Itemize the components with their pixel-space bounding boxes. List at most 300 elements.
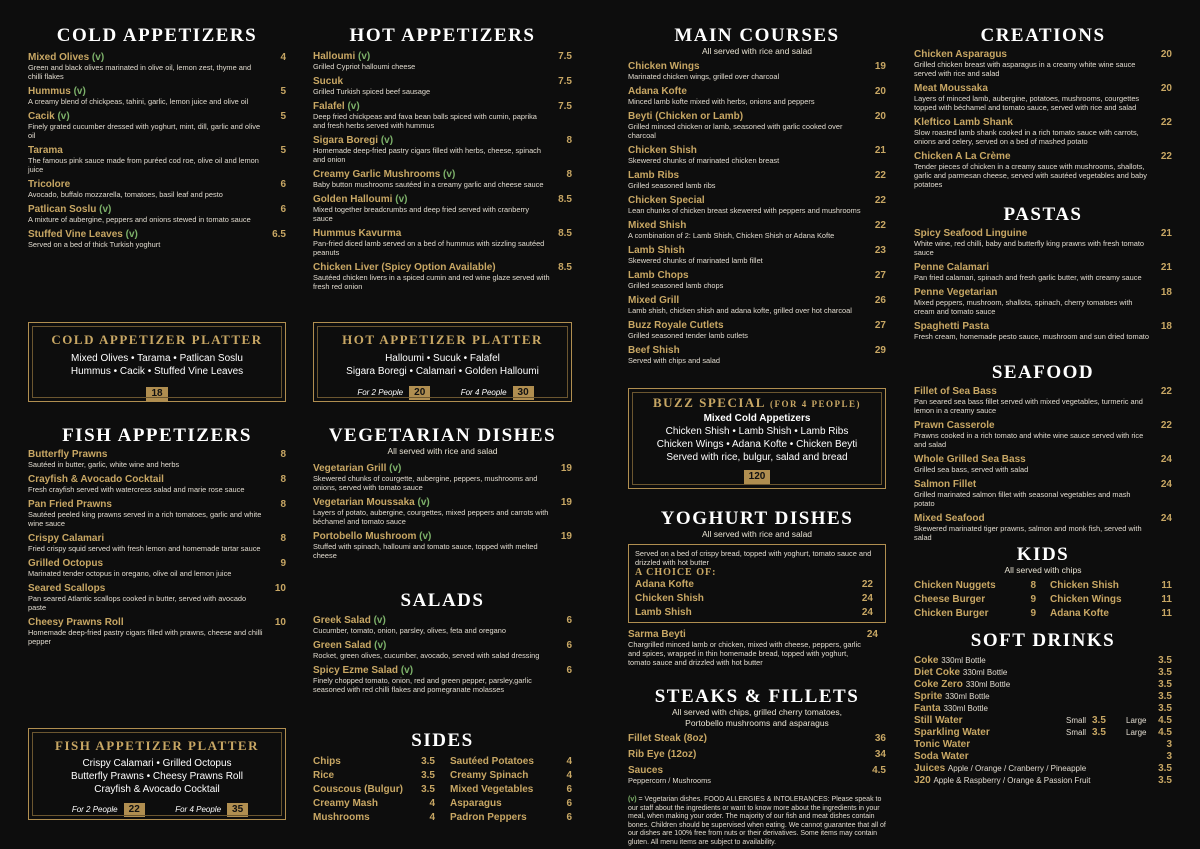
section-title: STEAKS & FILLETS [654, 686, 860, 707]
soft-drinks-section [914, 631, 1172, 787]
item-price: 6 [566, 615, 572, 626]
item-name [313, 463, 572, 474]
item-name [914, 262, 1172, 273]
section-subtitle: All served with rice and salad [701, 46, 813, 56]
section-title: SALADS [400, 590, 485, 611]
item-desc: Finely chopped tomato, onion, red and green pepper, parsley,garlic seasoned with red chilli flakes and pomegranate molasses [313, 676, 532, 694]
item-name [28, 499, 286, 510]
item-name-text: Cacik [28, 111, 55, 122]
item-name [28, 204, 286, 215]
item-desc: Skewered chunks of marinated lamb fillet [628, 256, 763, 265]
item-list [628, 733, 886, 785]
platter-title: COLD APPETIZER PLATTER [51, 332, 263, 347]
item-name-text: Tricolore [28, 179, 71, 190]
row-name: Asparagus [450, 798, 502, 809]
item-name [313, 169, 572, 180]
row-price: 4 [566, 756, 572, 767]
item-price: 20 [874, 111, 886, 122]
item-price: 24 [1160, 513, 1172, 524]
menu-item [914, 454, 1172, 474]
item-desc: Green and black olives marinated in olive oil, lemon zest, thyme and chilli flakes [28, 63, 252, 81]
item-name [914, 117, 1172, 128]
section-title: SEAFOOD [991, 362, 1095, 383]
item-name-text: Kleftico Lamb Shank [914, 117, 1013, 128]
item-name-text: Vegetarian Moussaka [313, 497, 415, 508]
item-price: 7.5 [558, 101, 572, 112]
item-price: 8.5 [558, 262, 572, 273]
vegetarian-marker: (v) [419, 531, 432, 542]
item-desc: Pan fried calamari, spinach and fresh garlic butter, with creamy sauce [914, 273, 1142, 282]
drink-row [914, 727, 1172, 739]
item-price: 8 [280, 474, 286, 485]
item-name-text: Adana Kofte [628, 86, 687, 97]
item-desc: Homemade deep-fried pastry cigars filled with herbs, cheese, spinach and onion [313, 146, 541, 164]
item-name-text: Chicken Shish [628, 145, 697, 156]
price: 4.5 [1158, 715, 1172, 726]
drink-row [914, 667, 1172, 679]
row-item [313, 783, 435, 797]
row-price: 11 [1161, 608, 1172, 619]
item-desc: Grilled marinated salmon fillet with seasonal vegetables and mash potato [914, 490, 1131, 508]
item-name [628, 170, 886, 181]
item-desc: Fresh cream, homemade pesto sauce, mushroom and sun dried tomato [914, 332, 1149, 341]
item-desc: Baby button mushrooms sautéed in a creamy garlic and cheese sauce [313, 180, 544, 189]
item-name-text: Creamy Garlic Mushrooms [313, 169, 441, 180]
item-list [313, 615, 572, 694]
kids-left [914, 579, 1036, 621]
item-desc: Grilled seasoned tender lamb cutlets [628, 331, 748, 340]
drink-row [914, 751, 1172, 763]
item-price: 18 [1160, 287, 1172, 298]
item-desc: Cucumber, tomato, onion, parsley, olives, feta and oregano [313, 626, 506, 635]
item-name-text: Greek Salad [313, 615, 371, 626]
menu-item [628, 86, 886, 106]
vegetarian-marker: (v) [373, 615, 386, 626]
vegetarian-section [313, 426, 572, 565]
menu-item [914, 287, 1172, 316]
drink-name: Tonic Water [914, 739, 971, 750]
platter-line: Butterfly Prawns • Cheesy Prawns Roll [71, 771, 243, 782]
item-desc: A mixture of aubergine, peppers and onions stewed in tomato sauce [28, 215, 251, 224]
item-price: 20 [1160, 83, 1172, 94]
drink-name: Coke Zero [914, 679, 963, 690]
row-price: 24 [861, 607, 873, 618]
item-price: 5 [280, 111, 286, 122]
menu-item [313, 262, 572, 291]
menu-item [628, 345, 886, 365]
seafood-section [914, 363, 1172, 547]
price-badge: 30 [513, 386, 534, 400]
item-price: 8 [566, 169, 572, 180]
menu-item [914, 228, 1172, 257]
platter-title: FISH APPETIZER PLATTER [55, 738, 259, 753]
item-name-text: Lamb Shish [628, 245, 685, 256]
veg-marker: (v) [628, 796, 637, 803]
menu-item [628, 220, 886, 240]
item-name [313, 665, 572, 676]
row-item [635, 592, 873, 606]
serving-label: For 2 People [71, 805, 118, 814]
section-subtitle: Portobello mushrooms and asparagus [685, 718, 829, 728]
buzz-for: (FOR 4 PEOPLE) [770, 399, 862, 409]
menu-item [28, 558, 286, 578]
buzz-special-box [628, 388, 886, 489]
section-title: SOFT DRINKS [970, 630, 1116, 651]
item-name [914, 83, 1172, 94]
item-name [28, 86, 286, 97]
item-name-text: Stuffed Vine Leaves [28, 229, 123, 240]
size-label: Small [1066, 728, 1087, 737]
row-price: 6 [566, 784, 572, 795]
item-name-text: Chicken Special [628, 195, 705, 206]
menu-item [313, 497, 572, 526]
yoghurt-intro: Served on a bed of crispy bread, topped with yoghurt, tomato sauce and drizzled with hot butter [635, 549, 872, 567]
item-price: 22 [1160, 420, 1172, 431]
row-price: 4 [429, 812, 435, 823]
item-price: 36 [874, 733, 886, 744]
section-title: MAIN COURSES [674, 25, 840, 46]
item-name [313, 76, 572, 87]
vegetarian-marker: (v) [417, 497, 430, 508]
item-price: 9 [280, 558, 286, 569]
item-price: 19 [560, 497, 572, 508]
drink-row [914, 715, 1172, 727]
menu-item [628, 145, 886, 165]
menu-item [628, 61, 886, 81]
menu-item [914, 321, 1172, 341]
price: 4.5 [1158, 727, 1172, 738]
item-name-text: Seared Scallops [28, 583, 106, 594]
menu-item [313, 640, 572, 660]
item-name [914, 228, 1172, 239]
drink-name: Still Water [914, 715, 963, 726]
item-price: 22 [1160, 117, 1172, 128]
drink-row [914, 679, 1172, 691]
item-name-text: Beyti (Chicken or Lamb) [628, 111, 744, 122]
item-desc: Pan seared Atlantic scallops cooked in butter, served with avocado paste [28, 594, 247, 612]
menu-item [313, 169, 572, 189]
main-courses-section [628, 26, 886, 370]
section-title: PASTAS [1003, 204, 1083, 225]
row-name: Lamb Shish [635, 607, 692, 618]
menu-item [914, 117, 1172, 146]
row-name: Creamy Spinach [450, 770, 529, 781]
row-name: Sautéed Potatoes [450, 756, 534, 767]
row-price: 11 [1161, 580, 1172, 591]
menu-item [628, 295, 886, 315]
buzz-title: BUZZ SPECIAL [652, 395, 766, 410]
row-name: Chicken Nuggets [914, 580, 996, 591]
menu-item [628, 749, 886, 760]
menu-item [628, 195, 886, 215]
item-price: 5 [280, 86, 286, 97]
item-name [628, 749, 886, 760]
item-desc: Prawns cooked in a rich tomato and white wine sauce served with rice and salad [914, 431, 1144, 449]
row-price: 22 [861, 579, 873, 590]
row-item [914, 593, 1036, 607]
menu-item [28, 474, 286, 494]
item-desc: Grilled minced chicken or lamb, seasoned with garlic cooked over charcoal [628, 122, 843, 140]
item-name-text: Spicy Ezme Salad [313, 665, 399, 676]
item-name [313, 640, 572, 651]
item-desc: Grilled Turkish spiced beef sausage [313, 87, 431, 96]
item-name-text: Mixed Olives [28, 52, 90, 63]
item-price: 8.5 [558, 228, 572, 239]
item-name-text: Hummus Kavurma [313, 228, 402, 239]
item-price: 6 [566, 665, 572, 676]
item-name [914, 479, 1172, 490]
vegetarian-marker: (v) [91, 52, 105, 63]
item-name [914, 49, 1172, 60]
drink-name: Fanta [914, 703, 941, 714]
item-price: 20 [874, 86, 886, 97]
drink-price: 3.5 [1158, 775, 1172, 786]
item-price: 5 [280, 145, 286, 156]
price: 3.5 [1092, 715, 1106, 726]
drink-name: Juices [914, 763, 946, 774]
drink-price: 3 [1166, 751, 1172, 762]
price: 3.5 [1092, 727, 1106, 738]
cold-appetizers-section [28, 26, 286, 254]
item-name [28, 52, 286, 63]
item-name-text: Grilled Octopus [28, 558, 104, 569]
menu-item [313, 76, 572, 96]
drink-size: 330ml Bottle [965, 680, 1011, 689]
item-name [628, 86, 886, 97]
item-price: 22 [1160, 151, 1172, 162]
item-name [914, 151, 1172, 162]
item-name-text: Buzz Royale Cutlets [628, 320, 724, 331]
menu-item [28, 449, 286, 469]
item-desc: Grilled chicken breast with asparagus in a creamy white wine sauce served with rice and salad [914, 60, 1136, 78]
item-desc: Stuffed with spinach, halloumi and tomato sauce, topped with melted cheese [313, 542, 538, 560]
item-price: 6.5 [272, 229, 286, 240]
menu-item [914, 49, 1172, 78]
serving-label: For 2 People [357, 388, 404, 397]
row-price: 9 [1030, 608, 1036, 619]
item-name-text: Sauces [628, 765, 664, 776]
row-name: Creamy Mash [313, 798, 379, 809]
section-title: KIDS [1016, 544, 1070, 565]
item-desc: Mixed peppers, mushroom, shallots, spinach, cherry tomatoes with cream and tomato sauce [914, 298, 1133, 316]
item-price: 19 [560, 531, 572, 542]
menu-item [313, 135, 572, 164]
menu-item [628, 733, 886, 744]
item-desc: Sautéed peeled king prawns served in a rich tomatoes, garlic and white wine sauce [28, 510, 262, 528]
drink-name: Soda Water [914, 751, 969, 762]
vegetarian-marker: (v) [57, 111, 70, 122]
menu-item [28, 617, 286, 646]
item-price: 6 [280, 204, 286, 215]
row-item [1050, 579, 1172, 593]
menu-item [28, 52, 286, 81]
fish-platter-box [28, 728, 286, 820]
item-name [914, 513, 1172, 524]
menu-item [628, 765, 886, 785]
row-item [1050, 593, 1172, 607]
sides-right [450, 755, 572, 825]
item-name [28, 179, 286, 190]
item-price: 21 [874, 145, 886, 156]
item-name-text: Halloumi [313, 51, 356, 62]
row-item [450, 783, 572, 797]
item-list [914, 228, 1172, 341]
drink-name: Sprite [914, 691, 943, 702]
water-list [914, 715, 1172, 739]
item-desc: Peppercorn / Mushrooms [628, 776, 711, 785]
yoghurt-choices [635, 578, 879, 620]
sides-left [313, 755, 435, 825]
item-desc: A combination of 2: Lamb Shish, Chicken Shish or Adana Kofte [628, 231, 835, 240]
drink-row [914, 655, 1172, 667]
item-desc: Mixed together breadcrumbs and deep fried served with cranberry sauce [313, 205, 530, 223]
item-name [628, 295, 886, 306]
item-name-text: Green Salad [313, 640, 372, 651]
item-name-text: Mixed Seafood [914, 513, 985, 524]
item-desc: Grilled seasoned lamb chops [628, 281, 724, 290]
item-name-text: Chicken Wings [628, 61, 700, 72]
row-price: 4 [429, 798, 435, 809]
item-price: 26 [874, 295, 886, 306]
item-price: 18 [1160, 321, 1172, 332]
item-name [313, 531, 572, 542]
platter-line: Halloumi • Sucuk • Falafel [385, 353, 500, 364]
item-name [28, 111, 286, 122]
item-desc: Skewered chunks of courgette, aubergine, peppers, mushrooms and onions, served with tomato sauce [313, 474, 538, 492]
item-name-text: Butterfly Prawns [28, 449, 108, 460]
drink-price: 3.5 [1158, 655, 1172, 666]
item-name [28, 617, 286, 628]
item-name-text: Salmon Fillet [914, 479, 977, 490]
menu-item [628, 629, 886, 667]
menu-item [628, 170, 886, 190]
salads-section [313, 591, 572, 699]
row-price: 24 [861, 593, 873, 604]
item-desc: Sautéed chicken livers in a spiced cumin and red wine glaze served with fresh red onion [313, 273, 550, 291]
item-name [914, 454, 1172, 465]
drink-price: 3.5 [1158, 667, 1172, 678]
item-name-text: Patlican Soslu [28, 204, 97, 215]
item-desc: Rocket, green olives, cucumber, avocado, served with salad dressing [313, 651, 540, 660]
item-name [628, 245, 886, 256]
row-item [635, 578, 873, 592]
item-name-text: Mixed Shish [628, 220, 687, 231]
row-name: Cheese Burger [914, 594, 986, 605]
item-name [628, 111, 886, 122]
menu-item [914, 262, 1172, 282]
item-desc: Served with chips and salad [628, 356, 721, 365]
row-item [450, 811, 572, 825]
platter-line: Crayfish & Avocado Cocktail [94, 784, 220, 795]
drink-row [914, 691, 1172, 703]
row-item [313, 797, 435, 811]
row-item [635, 606, 873, 620]
menu-item [628, 320, 886, 340]
section-subtitle: All served with chips, grilled cherry tomatoes, [671, 707, 843, 717]
item-price: 10 [274, 617, 286, 628]
menu-item [28, 86, 286, 106]
size-label: Large [1126, 728, 1147, 737]
item-desc: Finely grated cucumber dressed with yoghurt, mint, dill, garlic and olive oil [28, 122, 261, 140]
item-desc: Tender pieces of chicken in a creamy sauce with mushrooms, shallots, garlic and parmesan cheese, served with sautéed vegetables and baby potatoes [914, 162, 1147, 189]
choice-label: A CHOICE OF: [635, 567, 717, 578]
section-title: SIDES [411, 730, 474, 751]
fish-appetizers-section [28, 426, 286, 651]
item-name [313, 135, 572, 146]
row-price: 4 [566, 770, 572, 781]
row-name: Couscous (Bulgur) [313, 784, 403, 795]
kids-right [1050, 579, 1172, 621]
item-name [313, 194, 572, 205]
row-name: Mushrooms [313, 812, 370, 823]
item-name-text: Rib Eye (12oz) [628, 749, 697, 760]
drink-row [914, 739, 1172, 751]
drinks-list [914, 655, 1172, 715]
row-item [450, 769, 572, 783]
item-desc: Chargrilled minced lamb or chicken, mixed with cheese, peppers, garlic and spices, wrapped in thin homemade bread, topped with yoghurt, tomato sauce and drizzled with hot butter [628, 640, 861, 667]
item-price: 8 [280, 449, 286, 460]
item-name [28, 533, 286, 544]
row-name: Mixed Vegetables [450, 784, 534, 795]
vegetarian-marker: (v) [380, 135, 394, 146]
platter-line: Mixed Olives • Tarama • Patlican Soslu [71, 353, 243, 364]
item-name [628, 220, 886, 231]
item-price: 34 [874, 749, 886, 760]
drink-price: 3 [1166, 739, 1172, 750]
item-desc: Fried crispy squid served with fresh lemon and homemade tartar sauce [28, 544, 261, 553]
menu-item [28, 533, 286, 553]
size-label: Large [1126, 716, 1147, 725]
row-price: 3.5 [421, 784, 435, 795]
row-price: 6 [566, 812, 572, 823]
vegetarian-marker: (v) [443, 169, 456, 180]
item-price: 24 [866, 629, 878, 640]
row-price: 3.5 [421, 756, 435, 767]
item-name [313, 228, 572, 239]
item-name [313, 51, 572, 62]
vegetarian-marker: (v) [99, 204, 112, 215]
menu-item [28, 499, 286, 528]
drink-name: J20 [914, 775, 931, 786]
item-price: 22 [874, 220, 886, 231]
platter-line: Crispy Calamari • Grilled Octopus [82, 758, 232, 769]
section-title: COLD APPETIZERS [56, 25, 258, 46]
item-name [28, 474, 286, 485]
menu-item [313, 228, 572, 257]
row-item [313, 755, 435, 769]
item-desc: Skewered chunks of marinated chicken breast [628, 156, 780, 165]
item-desc: Layers of minced lamb, aubergine, potatoes, mushrooms, courgettes topped with béchamel and tomato sauce, served with rice and salad [914, 94, 1140, 112]
item-price: 8 [280, 499, 286, 510]
item-name-text: Sucuk [313, 76, 344, 87]
drink-price: 3.5 [1158, 691, 1172, 702]
item-name [628, 345, 886, 356]
item-name-text: Penne Vegetarian [914, 287, 998, 298]
item-list [313, 51, 572, 291]
item-name-text: Whole Grilled Sea Bass [914, 454, 1026, 465]
row-price: 6 [566, 798, 572, 809]
item-name-text: Lamb Chops [628, 270, 689, 281]
row-item [450, 755, 572, 769]
row-price: 3.5 [421, 770, 435, 781]
drink-name: Sparkling Water [914, 727, 990, 738]
buzz-line: Served with rice, bulgur, salad and bread [666, 452, 848, 463]
item-name-text: Pan Fried Prawns [28, 499, 112, 510]
item-price: 21 [1160, 228, 1172, 239]
item-name-text: Sigara Boregi [313, 135, 379, 146]
menu-item [914, 479, 1172, 508]
drink-size: 330ml Bottle [943, 704, 988, 713]
